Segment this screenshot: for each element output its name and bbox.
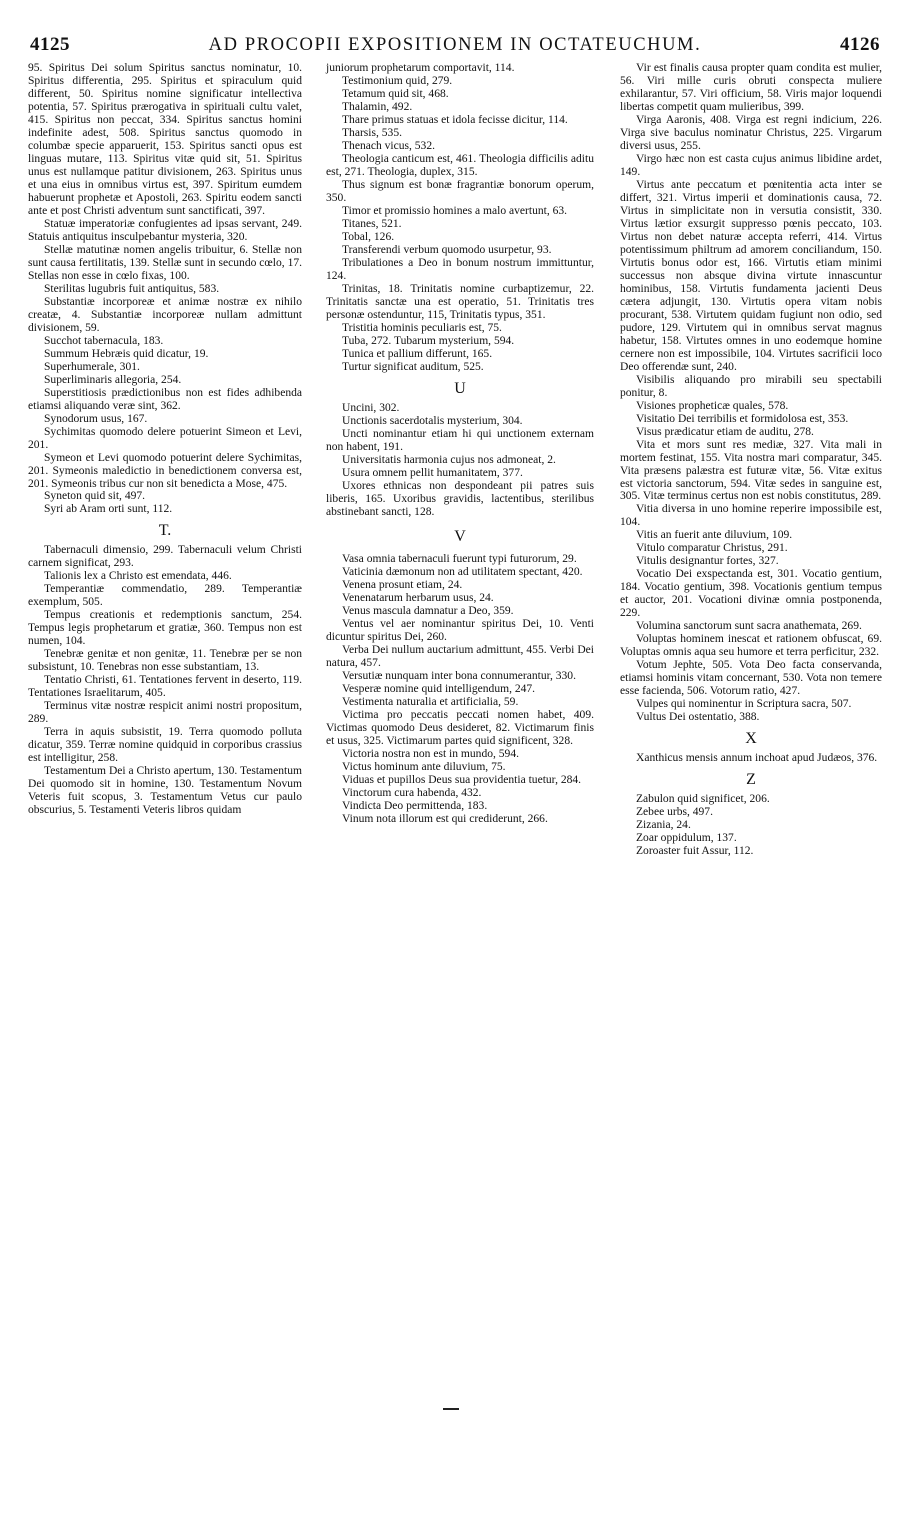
index-entry: Versutiæ nunquam inter bona connumerantur, 330. <box>342 670 576 683</box>
index-entry: Vitulo comparatur Christus, 291. <box>636 542 788 555</box>
index-entry: Vasa omnia tabernaculi fuerunt typi futurorum, 29. <box>342 553 577 566</box>
index-entry: Virga Aaronis, 408. Virga est regni indicium, 226. Virga sive baculus nominatur Christus, 225. Virgarum diversi usus, 255. <box>620 113 882 152</box>
index-entry: Vesperæ nomine quid intelligendum, 247. <box>342 683 536 696</box>
index-entry: Temperantiæ commendatio, 289. Temperantiæ exemplum, 505. <box>28 583 302 609</box>
index-entry: Stellæ matutinæ nomen angelis tribuitur, 6. Stellæ non sunt causa fertilitatis, 139. Stellæ sunt in secundo cœlo, 17. Stellas non esse in cœlo fixas, 100. <box>28 243 302 282</box>
index-entry: Verba Dei nullum auctarium admittunt, 455. Verbi Dei natura, 457. <box>326 644 594 670</box>
index-entry: Virgo hæc non est casta cujus animus libidine ardet, 149. <box>620 152 882 178</box>
index-entry: Zabulon quid significet, 206. <box>636 793 770 806</box>
index-entry: Zizania, 24. <box>636 819 691 832</box>
index-entry: Syneton quid sit, 497. <box>44 490 146 503</box>
index-entry: Victus hominum ante diluvium, 75. <box>342 761 506 774</box>
footer-dash <box>443 1408 459 1410</box>
index-entry: Visus prædicatur etiam de auditu, 278. <box>636 425 814 438</box>
index-entry: Titanes, 521. <box>342 217 402 230</box>
index-entry: Visiones propheticæ quales, 578. <box>636 399 789 412</box>
index-entry: Testimonium quid, 279. <box>342 74 453 87</box>
section-letter: T. <box>158 522 172 540</box>
index-column-1 <box>28 62 302 858</box>
index-entry: Superhumerale, 301. <box>44 360 140 373</box>
index-entry: Tunica et pallium differunt, 165. <box>342 347 493 360</box>
index-entry: Vulpes qui nominentur in Scriptura sacra, 507. <box>636 698 852 711</box>
index-entry: Symeon et Levi quomodo potuerint delere Sychimitas, 201. Symeonis maledictio in benedictionem conversa est, 201. Symeonis tribus cur non sit benedicta a Mose, 475. <box>28 451 302 490</box>
page-number-right: 4126 <box>840 34 880 55</box>
index-entry: Turtur significat auditum, 525. <box>342 360 484 373</box>
index-entry: Vita et mors sunt res mediæ, 327. Vita mali in mortem festinat, 155. Vita nostra mari comparatur, 345. Vita præsens palæstra est futuræ vitæ, 56. Vitæ exitus est victoria sanctorum, 594. Vitæ sedes in sanguine est, 305. Vitæ terminus certus non est nobis constitutus, 289. <box>620 438 882 503</box>
index-entry: Thenach vicus, 532. <box>342 139 435 152</box>
index-entry: Syri ab Aram orti sunt, 112. <box>44 503 173 516</box>
index-entry: Vestimenta naturalia et artificialia, 59. <box>342 696 519 709</box>
index-entry: Transferendi verbum quomodo usurpetur, 93. <box>342 243 552 256</box>
index-entry: Zoroaster fuit Assur, 112. <box>636 845 754 858</box>
index-entry: Superliminaris allegoria, 254. <box>44 373 182 386</box>
index-entry: Tobal, 126. <box>342 230 395 243</box>
running-header <box>30 34 880 58</box>
index-entry: Unctionis sacerdotalis mysterium, 304. <box>342 414 523 427</box>
section-letter: X <box>745 730 757 748</box>
index-entry: Tribulationes a Deo in bonum nostrum immittuntur, 124. <box>326 256 594 282</box>
index-entry: Tabernaculi dimensio, 299. Tabernaculi velum Christi carnem significat, 293. <box>28 544 302 570</box>
index-columns <box>28 62 882 858</box>
index-entry: Victoria nostra non est in mundo, 594. <box>342 748 519 761</box>
index-entry: 95. Spiritus Dei solum Spiritus sanctus nominatur, 10. Spiritus differentia, 295. Spiritus et spiraculum quid different, 50. Spiritus nomine significatur intellectiva potentia, 57. Spiritus prærogativa in spirituali cultu valet, 415. Spiritus non peccat, 334. Spiritus sanctus homini indefinite adest, 508. Spiritus sanctus quomodo in columbæ specie apparuerit, 153. Spiritus sancti opus est linguas mutare, 113. Spiritus vitæ quid sit, 51. Spiritus unus est nullamque patitur divisionem, 263. Spiritus unus et una eius in omnibus virtus est, 397. Spiritum eumdem habuerunt prophetæ et Apostoli, 263. Spiritu eodem sancti ante et post Christi adventum sunt sanctificati, 397. <box>28 62 302 217</box>
index-entry: Xanthicus mensis annum inchoat apud Judæos, 376. <box>636 752 878 765</box>
index-entry: Statuæ imperatoriæ confugientes ad ipsas servant, 249. Statuis antiquitus insculpebantur mysteria, 320. <box>28 217 302 243</box>
index-entry: Victima pro peccatis peccati nomen habet, 409. Victimas quomodo Deus desideret, 82. Victimarum finis et usus, 325. Victimarum partes quid significent, 328. <box>326 709 594 748</box>
index-entry: Virtus ante peccatum et pœnitentia acta inter se differt, 321. Virtus imperii et dominationis causa, 72. Virtus in simplicitate non in versutia consistit, 330. Virtus lætior exsurgit suppresso pœnis peccato, 103. Virtus non debet naturæ accepta referri, 414. Virtus potentissimum philtrum ad amorem conciliandum, 150. Virtutis bonus odor est, 166. Virtutis etiam minimi successus non absque divina virtute innascuntur hominibus, 158. Virtutis fundamenta jacienti Deus cætera adjungit, 130. Virtutis opera vitam nobis procurant, 538. Virtutem quidam fugiunt non odio, sed pudore, 129. Virtutem qui in omnibus servat magnus habetur, 158. Virtutes omnes in uno eodemque homine cernere non est impossibile, 104. Virtutes sacrificii loco Deo offerendæ sunt, 240. <box>620 178 882 373</box>
index-entry: Volumina sanctorum sunt sacra anathemata, 269. <box>636 620 862 633</box>
index-entry: Vitulis designantur fortes, 327. <box>636 555 779 568</box>
index-entry: Ventus vel aer nominantur spiritus Dei, 10. Venti dicuntur spiritus Dei, 260. <box>326 618 594 644</box>
index-entry: Succhot tabernacula, 183. <box>44 334 164 347</box>
index-entry: Synodorum usus, 167. <box>44 412 148 425</box>
index-column-3 <box>620 62 882 858</box>
index-entry: Trinitas, 18. Trinitatis nomine curbaptizemur, 22. Trinitatis sanctæ una est operatio, 51. Trinitatis tres personæ ostenduntur, 115, Trinitatis typus, 351. <box>326 282 594 321</box>
index-entry: Sterilitas lugubris fuit antiquitus, 583. <box>44 282 220 295</box>
index-entry: Venena prosunt etiam, 24. <box>342 579 463 592</box>
index-entry: Tenebræ genitæ et non genitæ, 11. Tenebræ per se non subsistunt, 10. Tenebras non esse substantiam, 13. <box>28 648 302 674</box>
index-entry: Vocatio Dei exspectanda est, 301. Vocatio gentium, 184. Vocatio gentium, 398. Vocationis gentium tempus et auctor, 201. Vocationi divinæ omnia postponenda, 229. <box>620 568 882 620</box>
index-entry: Visibilis aliquando pro mirabili seu spectabili ponitur, 8. <box>620 373 882 399</box>
section-letter: V <box>454 528 466 546</box>
index-entry: Universitatis harmonia cujus nos admoneat, 2. <box>342 453 556 466</box>
index-entry: Thalamin, 492. <box>342 100 413 113</box>
index-entry: Talionis lex a Christo est emendata, 446. <box>44 570 232 583</box>
index-entry: Uncini, 302. <box>342 401 400 414</box>
index-entry: Viduas et pupillos Deus sua providentia tuetur, 284. <box>342 774 582 787</box>
index-entry: Tetamum quid sit, 468. <box>342 87 449 100</box>
index-entry: Voluptas hominem inescat et rationem obfuscat, 69. Voluptas omnis aqua seu humore et terra perficitur, 232. <box>620 633 882 659</box>
index-entry: Votum Jephte, 505. Vota Deo facta conservanda, etiamsi hominis vitam concernant, 530. Vota non temere esse facienda, 506. Votorum ratio, 427. <box>620 659 882 698</box>
index-entry: Uncti nominantur etiam hi qui unctionem externam non habent, 191. <box>326 427 594 453</box>
section-letter: U <box>454 379 466 397</box>
index-entry: Venus mascula damnatur a Deo, 359. <box>342 605 514 618</box>
index-entry: Vaticinia dæmonum non ad utilitatem spectant, 420. <box>342 566 583 579</box>
index-entry: Uxores ethnicas non despondeant pii patres suis liberis, 165. Uxoribus gravidis, lactentibus, sterilibus abstinebant sancti, 128. <box>326 479 594 518</box>
index-entry: Terminus vitæ nostræ respicit animi nostri propositum, 289. <box>28 700 302 726</box>
index-entry: Vir est finalis causa propter quam condita est mulier, 56. Viri mille curis obruti conspecta muliere exhilarantur, 57. Viri officium, 58. Viris major loquendi libertas competit quam mulieribus, 399. <box>620 62 882 113</box>
index-entry: Tharsis, 535. <box>342 126 402 139</box>
index-entry: Thus signum est bonæ fragrantiæ bonorum operum, 350. <box>326 178 594 204</box>
index-entry: Vitis an fuerit ante diluvium, 109. <box>636 529 793 542</box>
index-entry: Tristitia hominis peculiaris est, 75. <box>342 321 502 334</box>
running-title: AD PROCOPII EXPOSITIONEM IN OCTATEUCHUM. <box>208 35 702 55</box>
index-entry: Tuba, 272. Tubarum mysterium, 594. <box>342 334 515 347</box>
index-entry: Sychimitas quomodo delere potuerint Simeon et Levi, 201. <box>28 425 302 451</box>
index-entry: Superstitiosis prædictionibus non est fides adhibenda etiamsi aliquando veræ sint, 362. <box>28 386 302 412</box>
index-entry: Summum Hebræis quid dicatur, 19. <box>44 347 209 360</box>
index-entry: juniorum prophetarum comportavit, 114. <box>326 62 515 74</box>
index-entry: Usura omnem pellit humanitatem, 377. <box>342 466 523 479</box>
section-letter: Z <box>746 771 756 789</box>
index-entry: Zoar oppidulum, 137. <box>636 832 737 845</box>
page-number-left: 4125 <box>30 34 70 55</box>
index-entry: Timor et promissio homines a malo avertunt, 63. <box>342 204 568 217</box>
index-entry: Vinctorum cura habenda, 432. <box>342 787 482 800</box>
index-entry: Terra in aquis subsistit, 19. Terra quomodo polluta dicatur, 359. Terræ nomine quidquid in corporibus crassius est intelligitur, 258. <box>28 726 302 765</box>
index-entry: Vinum nota illorum est qui crediderunt, 266. <box>342 813 548 826</box>
index-entry: Theologia canticum est, 461. Theologia difficilis aditu est, 271. Theologia, duplex, 315. <box>326 152 594 178</box>
index-entry: Testamentum Dei a Christo apertum, 130. Testamentum Dei quomodo sit in homine, 130. Testamentum Novum Veteris fuit scopus, 3. Testamentum Vetus cur paulo obscurius, 5. Testamenti Veteris libros quidam <box>28 765 302 817</box>
index-entry: Vitia diversa in uno homine reperire impossibile est, 104. <box>620 503 882 529</box>
index-entry: Vindicta Deo permittenda, 183. <box>342 800 488 813</box>
index-entry: Tempus creationis et redemptionis sanctum, 254. Tempus legis prophetarum et gratiæ, 360. Tempus non est numen, 104. <box>28 609 302 648</box>
index-entry: Thare primus statuas et idola fecisse dicitur, 114. <box>342 113 568 126</box>
index-entry: Zebee urbs, 497. <box>636 806 713 819</box>
index-entry: Tentatio Christi, 61. Tentationes fervent in deserto, 119. Tentationes Israelitarum, 405. <box>28 674 302 700</box>
index-column-2 <box>326 62 594 858</box>
index-entry: Substantiæ incorporeæ et animæ nostræ ex nihilo creatæ, 4. Substantiæ incorporeæ nullam admittunt divisionem, 59. <box>28 295 302 334</box>
index-entry: Visitatio Dei terribilis et formidolosa est, 353. <box>636 412 849 425</box>
index-entry: Vultus Dei ostentatio, 388. <box>636 711 760 724</box>
index-entry: Venenatarum herbarum usus, 24. <box>342 592 494 605</box>
